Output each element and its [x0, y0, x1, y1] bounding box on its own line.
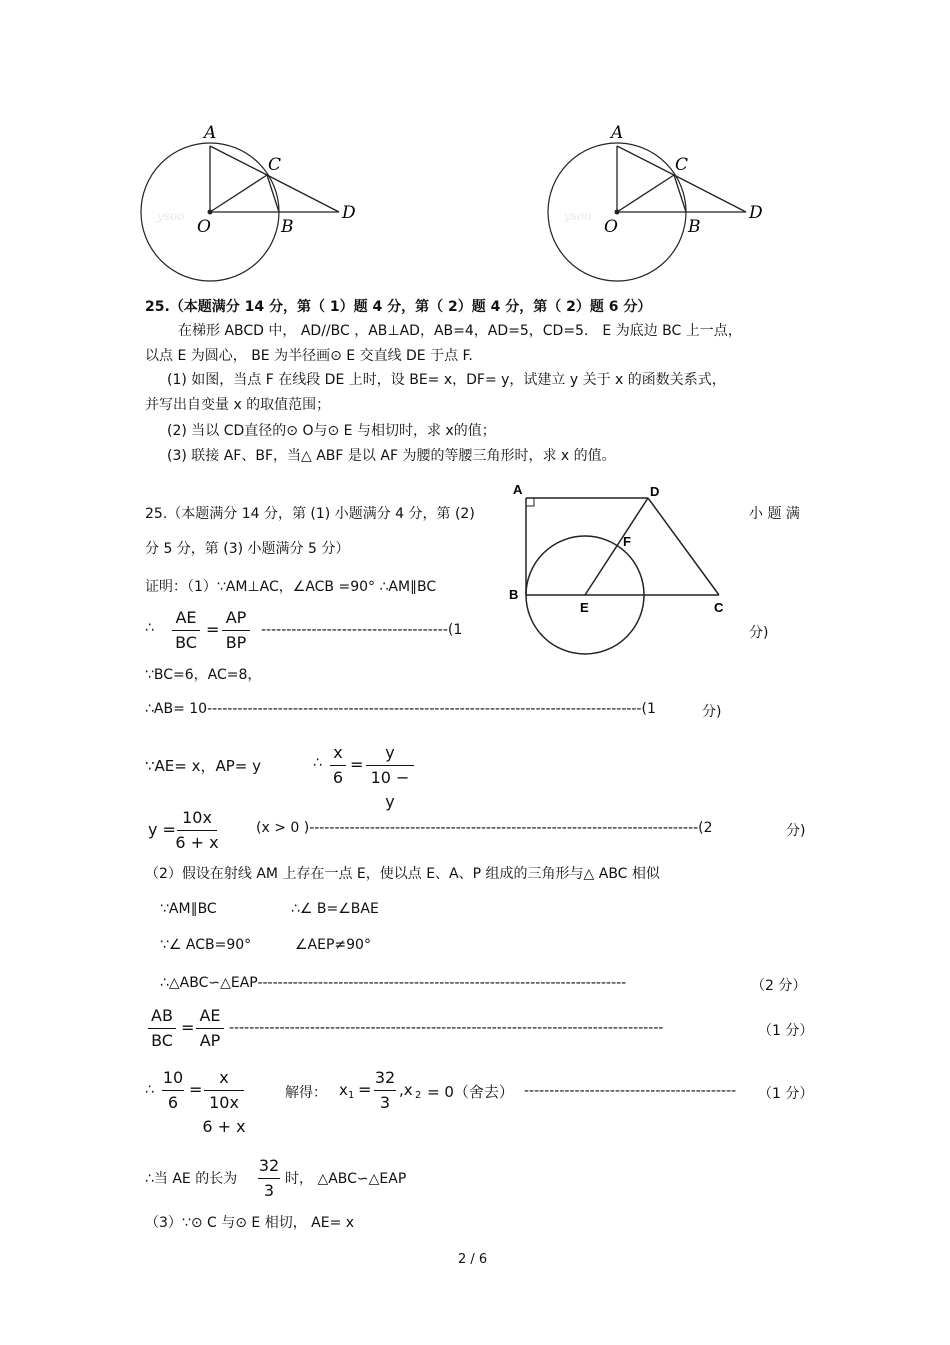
question-1b: 并写出自变量 x 的取值范围；: [145, 397, 331, 413]
label-b: B: [281, 217, 294, 237]
segment-oc: [210, 175, 267, 212]
therefore-symbol: ∴: [313, 755, 322, 771]
x2-var: ,x: [399, 1081, 413, 1099]
solution-header-left: 25.（本题满分 14 分，第 (1) 小题满分 4 分，第 (2): [145, 506, 475, 522]
label-c: C: [714, 600, 724, 615]
problem-header: 25.（本题满分 14 分，第（ 1）题 4 分，第（ 2）题 4 分，第（ 2）题 6 分）: [145, 299, 652, 315]
label-d: D: [749, 203, 763, 223]
y-equals: y =: [148, 820, 176, 839]
label-d: D: [650, 484, 660, 499]
label-a: A: [513, 482, 523, 497]
fraction-ap-bp: AP BP: [220, 606, 252, 655]
x1-var: x: [339, 1081, 348, 1099]
equals-sign: =: [350, 755, 364, 774]
segment-dc: [648, 498, 719, 595]
segment-ac: [210, 146, 267, 175]
similar-triangles: ∴△ABC∽△EAP-------------------------------------------------------------------------: [160, 975, 627, 991]
fraction-x-6: x 6: [328, 741, 348, 790]
fraction-ab-bc: AB BC: [146, 1004, 178, 1053]
fraction-10-6: 10 6: [162, 1068, 184, 1112]
when-ae-pre: ∴当 AE 的长为: [145, 1171, 238, 1187]
label-d: D: [342, 203, 356, 223]
segment-oc: [617, 175, 674, 212]
question-2: (2) 当以 CD直径的⊙ O与⊙ E 与相切时，求 x的值；: [167, 423, 496, 439]
label-a: A: [204, 123, 217, 143]
solution-header-right: 小 题 满: [749, 506, 800, 522]
label-a: A: [611, 123, 624, 143]
dash-line-1: -------------------------------------(1: [261, 622, 463, 638]
segment-ed: [585, 498, 648, 595]
fraction-10x-6-plus-x: 10x 6 + x: [175, 808, 219, 852]
fraction-y-10-minus-y: y 10 − y: [364, 741, 416, 814]
circle-figure-right: [542, 120, 782, 290]
fraction-ae-bc: AE BC: [170, 606, 202, 655]
label-o: O: [197, 217, 211, 237]
when-ae-post: 时， △ABC∽△EAP: [285, 1171, 407, 1187]
fraction-32-3: 32 3: [374, 1068, 396, 1112]
label-c: C: [268, 155, 282, 175]
label-e: E: [580, 600, 589, 615]
equals-sign: =: [189, 1080, 203, 1099]
score-1a: 分): [749, 625, 769, 641]
question-3: (3) 联接 AF、BF，当△ ABF 是以 AF 为腰的等腰三角形时，求 x 的值。: [167, 448, 616, 464]
equals-sign: =: [181, 1018, 195, 1037]
fraction-ae-ap: AE AP: [194, 1004, 226, 1053]
solution-header-line2: 分 5 分，第 (3) 小题满分 5 分）: [145, 541, 350, 557]
watermark-text: ysoo: [564, 209, 592, 223]
trapezoid-figure: [505, 480, 735, 660]
given-bc-ac: ∵BC=6，AC=8，: [145, 667, 262, 683]
label-c: C: [675, 155, 689, 175]
ab-line: ∴AB= 10--------------------------------------------------------------------------------------(1: [145, 701, 656, 717]
label-f: F: [623, 534, 631, 549]
ae-ap-def: ∵AE= x，AP= y: [145, 757, 262, 775]
dash-line-mid: ------------------------------------------: [524, 1083, 737, 1099]
domain-condition: (x > 0 )-----------------------------------------------------------------------------(2: [256, 820, 713, 836]
label-b: B: [509, 587, 519, 602]
score-1b: 分): [702, 704, 722, 720]
dash-line-long: --------------------------------------------------------------------------------------: [229, 1020, 664, 1036]
question-1a: (1) 如图，当点 F 在线段 DE 上时，设 BE= x，DF= y，试建立 y 关于 x 的函数关系式，: [167, 372, 726, 388]
problem-line2: 以点 E 为圆心， BE 为半径画⊙ E 交直线 DE 于点 F.: [145, 348, 473, 364]
fraction-32-3: 32 3: [258, 1156, 280, 1200]
score-1d: （1 分）: [758, 1086, 814, 1102]
label-o: O: [604, 217, 618, 237]
part3: （3）∵⊙ C 与⊙ E 相切， AE= x: [145, 1215, 355, 1231]
x1-eq: =: [358, 1080, 372, 1099]
right-angle-mark: [526, 498, 534, 506]
label-b: B: [688, 217, 701, 237]
score-2a: 分): [786, 823, 806, 839]
score-1c: （1 分）: [758, 1023, 814, 1039]
x1-sub: 1: [348, 1090, 355, 1101]
circle-figure-left: [135, 120, 375, 290]
watermark-text: ysoo: [157, 209, 185, 223]
therefore-symbol: ∴: [145, 1082, 154, 1098]
center-point-o: [208, 210, 213, 215]
segment-ac: [617, 146, 674, 175]
x2-rest: = 0（舍去）: [427, 1083, 514, 1101]
x2-sub: 2: [415, 1090, 422, 1101]
angle-b-bae: ∴∠ B=∠BAE: [291, 901, 379, 917]
angle-aep: ∠AEP≠90°: [295, 937, 371, 953]
angle-acb: ∵∠ ACB=90°: [160, 937, 252, 953]
proof-part1: 证明：（1）∵AM⊥AC，∠ACB =90° ∴AM∥BC: [145, 579, 437, 595]
center-point-o: [615, 210, 620, 215]
equals-sign: =: [206, 620, 220, 639]
fraction-compound: x 10x 6 + x: [202, 1068, 246, 1136]
am-parallel-bc: ∵AM∥BC: [160, 901, 217, 917]
page-number: 2 / 6: [458, 1252, 488, 1267]
therefore-symbol: ∴: [145, 620, 154, 636]
problem-line1: 在梯形 ABCD 中， AD//BC ，AB⊥AD，AB=4，AD=5，CD=5． E 为底边 BC 上一点，: [178, 323, 742, 339]
part2-assumption: （2）假设在射线 AM 上存在一点 E，使以点 E、A、P 组成的三角形与△ ABC 相似: [145, 866, 660, 882]
score-2b: （2 分）: [751, 978, 807, 994]
solve-label: 解得：: [285, 1085, 327, 1101]
